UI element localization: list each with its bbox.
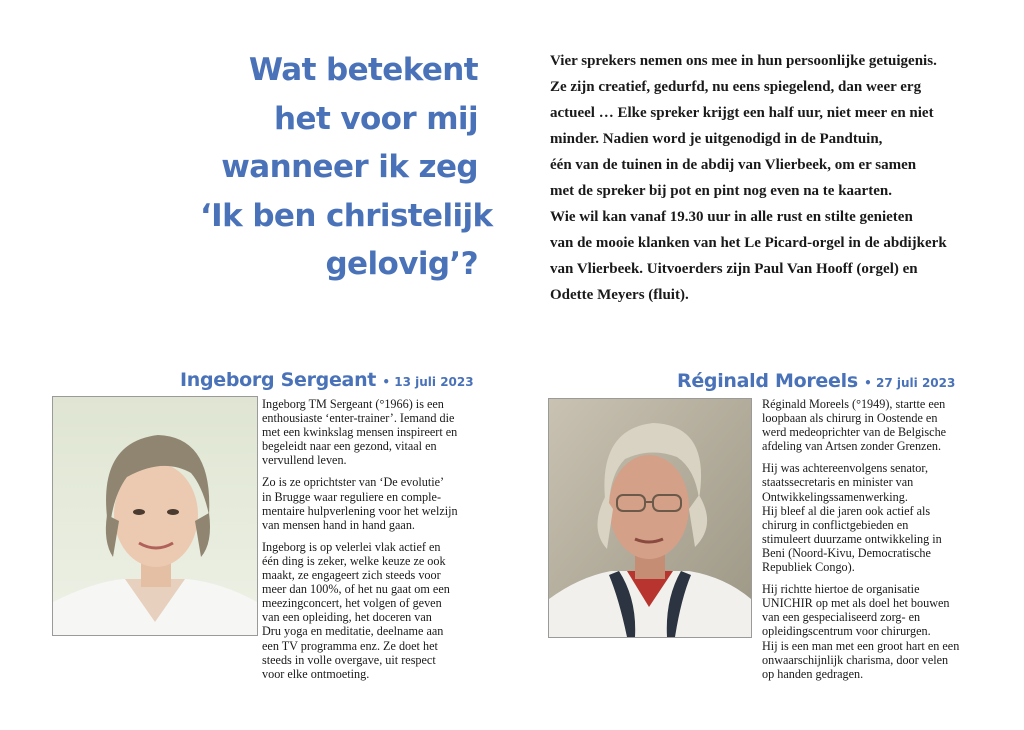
intro-line: met de spreker bij pot en pint nog even na te kaarten.	[550, 183, 892, 199]
bio-line: Ontwikkelingssamenwerking.	[762, 489, 908, 504]
bio-line: chirurg in conflictgebieden en	[762, 517, 909, 532]
bio-line: Ingeborg is op velerlei vlak actief en	[262, 539, 441, 554]
speaker-photo-sergeant	[52, 396, 258, 636]
intro-line: minder. Nadien word je uitgenodigd in de Pandtuin,	[550, 131, 883, 147]
title-line: wanneer ik zeg	[221, 149, 478, 185]
intro-line: één van de tuinen in de abdij van Vlierbeek, om er samen	[550, 157, 917, 173]
speaker-name: Ingeborg Sergeant	[180, 369, 377, 391]
bio-line: één ding is zeker, welke keuze ze ook	[262, 553, 446, 568]
bio-paragraph	[262, 475, 492, 531]
bio-line: met een kwinkslag mensen inspireert en	[262, 425, 458, 440]
intro-line: Wie wil kan vanaf 19.30 uur in alle rust en stilte genieten	[550, 209, 913, 225]
page-title	[200, 46, 493, 289]
title-line: het voor mij	[274, 100, 478, 137]
bio-line: Beni (Noord-Kivu, Democratische	[762, 545, 931, 560]
intro-line: actueel … Elke spreker krijgt een half uur, niet meer en niet	[550, 105, 934, 121]
bio-line: Zo is ze oprichtster van ‘De evolutie’	[262, 475, 445, 490]
bio-line: Hij bleef al die jaren ook actief als	[762, 503, 931, 518]
speaker-date: • 13 juli 2023	[382, 375, 474, 389]
bio-line: maakt, ze engageert zich steeds voor	[262, 568, 441, 583]
bio-line: opleidingscentrum voor chirurgen.	[762, 624, 931, 639]
bio-line: van een gespecialiseerd zorg- en	[762, 610, 921, 625]
bio-line: van mensen hand in hand gaan.	[262, 517, 415, 532]
speaker-heading-sergeant	[180, 368, 474, 394]
bio-paragraph	[762, 582, 1002, 681]
bio-line: van een opleiding, het doceren van	[262, 610, 432, 625]
bio-line: loopbaan als chirurg in Oostende en	[762, 411, 938, 426]
speaker-name: Réginald Moreels	[677, 370, 858, 392]
bio-paragraph	[262, 540, 492, 681]
intro-line: Vier sprekers nemen ons mee in hun persoonlijke getuigenis.	[550, 53, 937, 69]
title-line: gelovig’?	[325, 246, 478, 282]
bio-line: afdeling van Artsen zonder Grenzen.	[762, 439, 942, 454]
intro-line: van de mooie klanken van het Le Picard-orgel in de abdijkerk	[550, 235, 947, 251]
bio-line: Ingeborg TM Sergeant (°1966) is een	[262, 397, 444, 411]
portrait-woman-image	[53, 397, 257, 635]
bio-line: Dru yoga en meditatie, deelname aan	[262, 624, 444, 639]
bio-line: voor elke ontmoeting.	[262, 666, 370, 681]
bio-line: meer dan 100%, of het nu gaat om een	[262, 582, 450, 597]
title-line: ‘Ik ben christelijk	[200, 197, 493, 234]
bio-line: een TV programma enz. Ze doet het	[262, 638, 438, 653]
speaker-heading-moreels	[677, 369, 955, 395]
bio-line: Réginald Moreels (°1949), startte een	[762, 397, 946, 411]
bio-line: steeds in volle overgave, uit respect	[262, 652, 436, 667]
bio-line: onwaarschijnlijk charisma, door velen	[762, 652, 949, 667]
bio-line: vervullend leven.	[262, 453, 347, 468]
intro-line: van Vlierbeek. Uitvoerders zijn Paul Van Hooff (orgel) en	[550, 261, 918, 277]
bio-line: Hij richtte hiertoe de organisatie	[762, 582, 920, 597]
bio-line: mentaire hulpverlening voor het welzijn	[262, 503, 458, 518]
bio-line: Hij is een man met een groot hart en een	[762, 638, 960, 653]
bio-line: op handen gedragen.	[762, 666, 864, 681]
speaker-photo-moreels	[548, 398, 752, 638]
bio-paragraph	[762, 461, 1002, 574]
title-line: Wat betekent	[248, 52, 478, 88]
bio-line: staatssecretaris en minister van	[762, 475, 914, 490]
bio-line: stimuleert duurzame ontwikkeling in	[762, 531, 942, 546]
bio-line: enthousiaste ‘enter-trainer’. Iemand die	[262, 411, 455, 426]
intro-line: Ze zijn creatief, gedurfd, nu eens spiegelend, dan weer erg	[550, 79, 922, 95]
bio-line: begeleidt naar een gezond, vitaal en	[262, 439, 437, 454]
intro-line: Odette Meyers (fluit).	[550, 287, 689, 303]
speaker-bio-sergeant	[262, 397, 492, 689]
bio-paragraph	[762, 397, 1002, 453]
portrait-man-image	[549, 399, 751, 637]
bio-line: meezingconcert, het volgen of geven	[262, 596, 442, 611]
bio-line: Hij was achtereenvolgens senator,	[762, 461, 929, 476]
bio-line: in Brugge waar reguliere en comple-	[262, 489, 442, 504]
bio-line: UNICHIR op met als doel het bouwen	[762, 596, 950, 611]
bio-paragraph	[262, 397, 492, 467]
bio-line: Republiek Congo).	[762, 560, 855, 575]
bio-line: werd medeoprichter van de Belgische	[762, 425, 947, 440]
intro-paragraph	[550, 48, 990, 308]
speaker-bio-moreels	[762, 397, 1002, 689]
speaker-date: • 27 juli 2023	[864, 376, 956, 390]
